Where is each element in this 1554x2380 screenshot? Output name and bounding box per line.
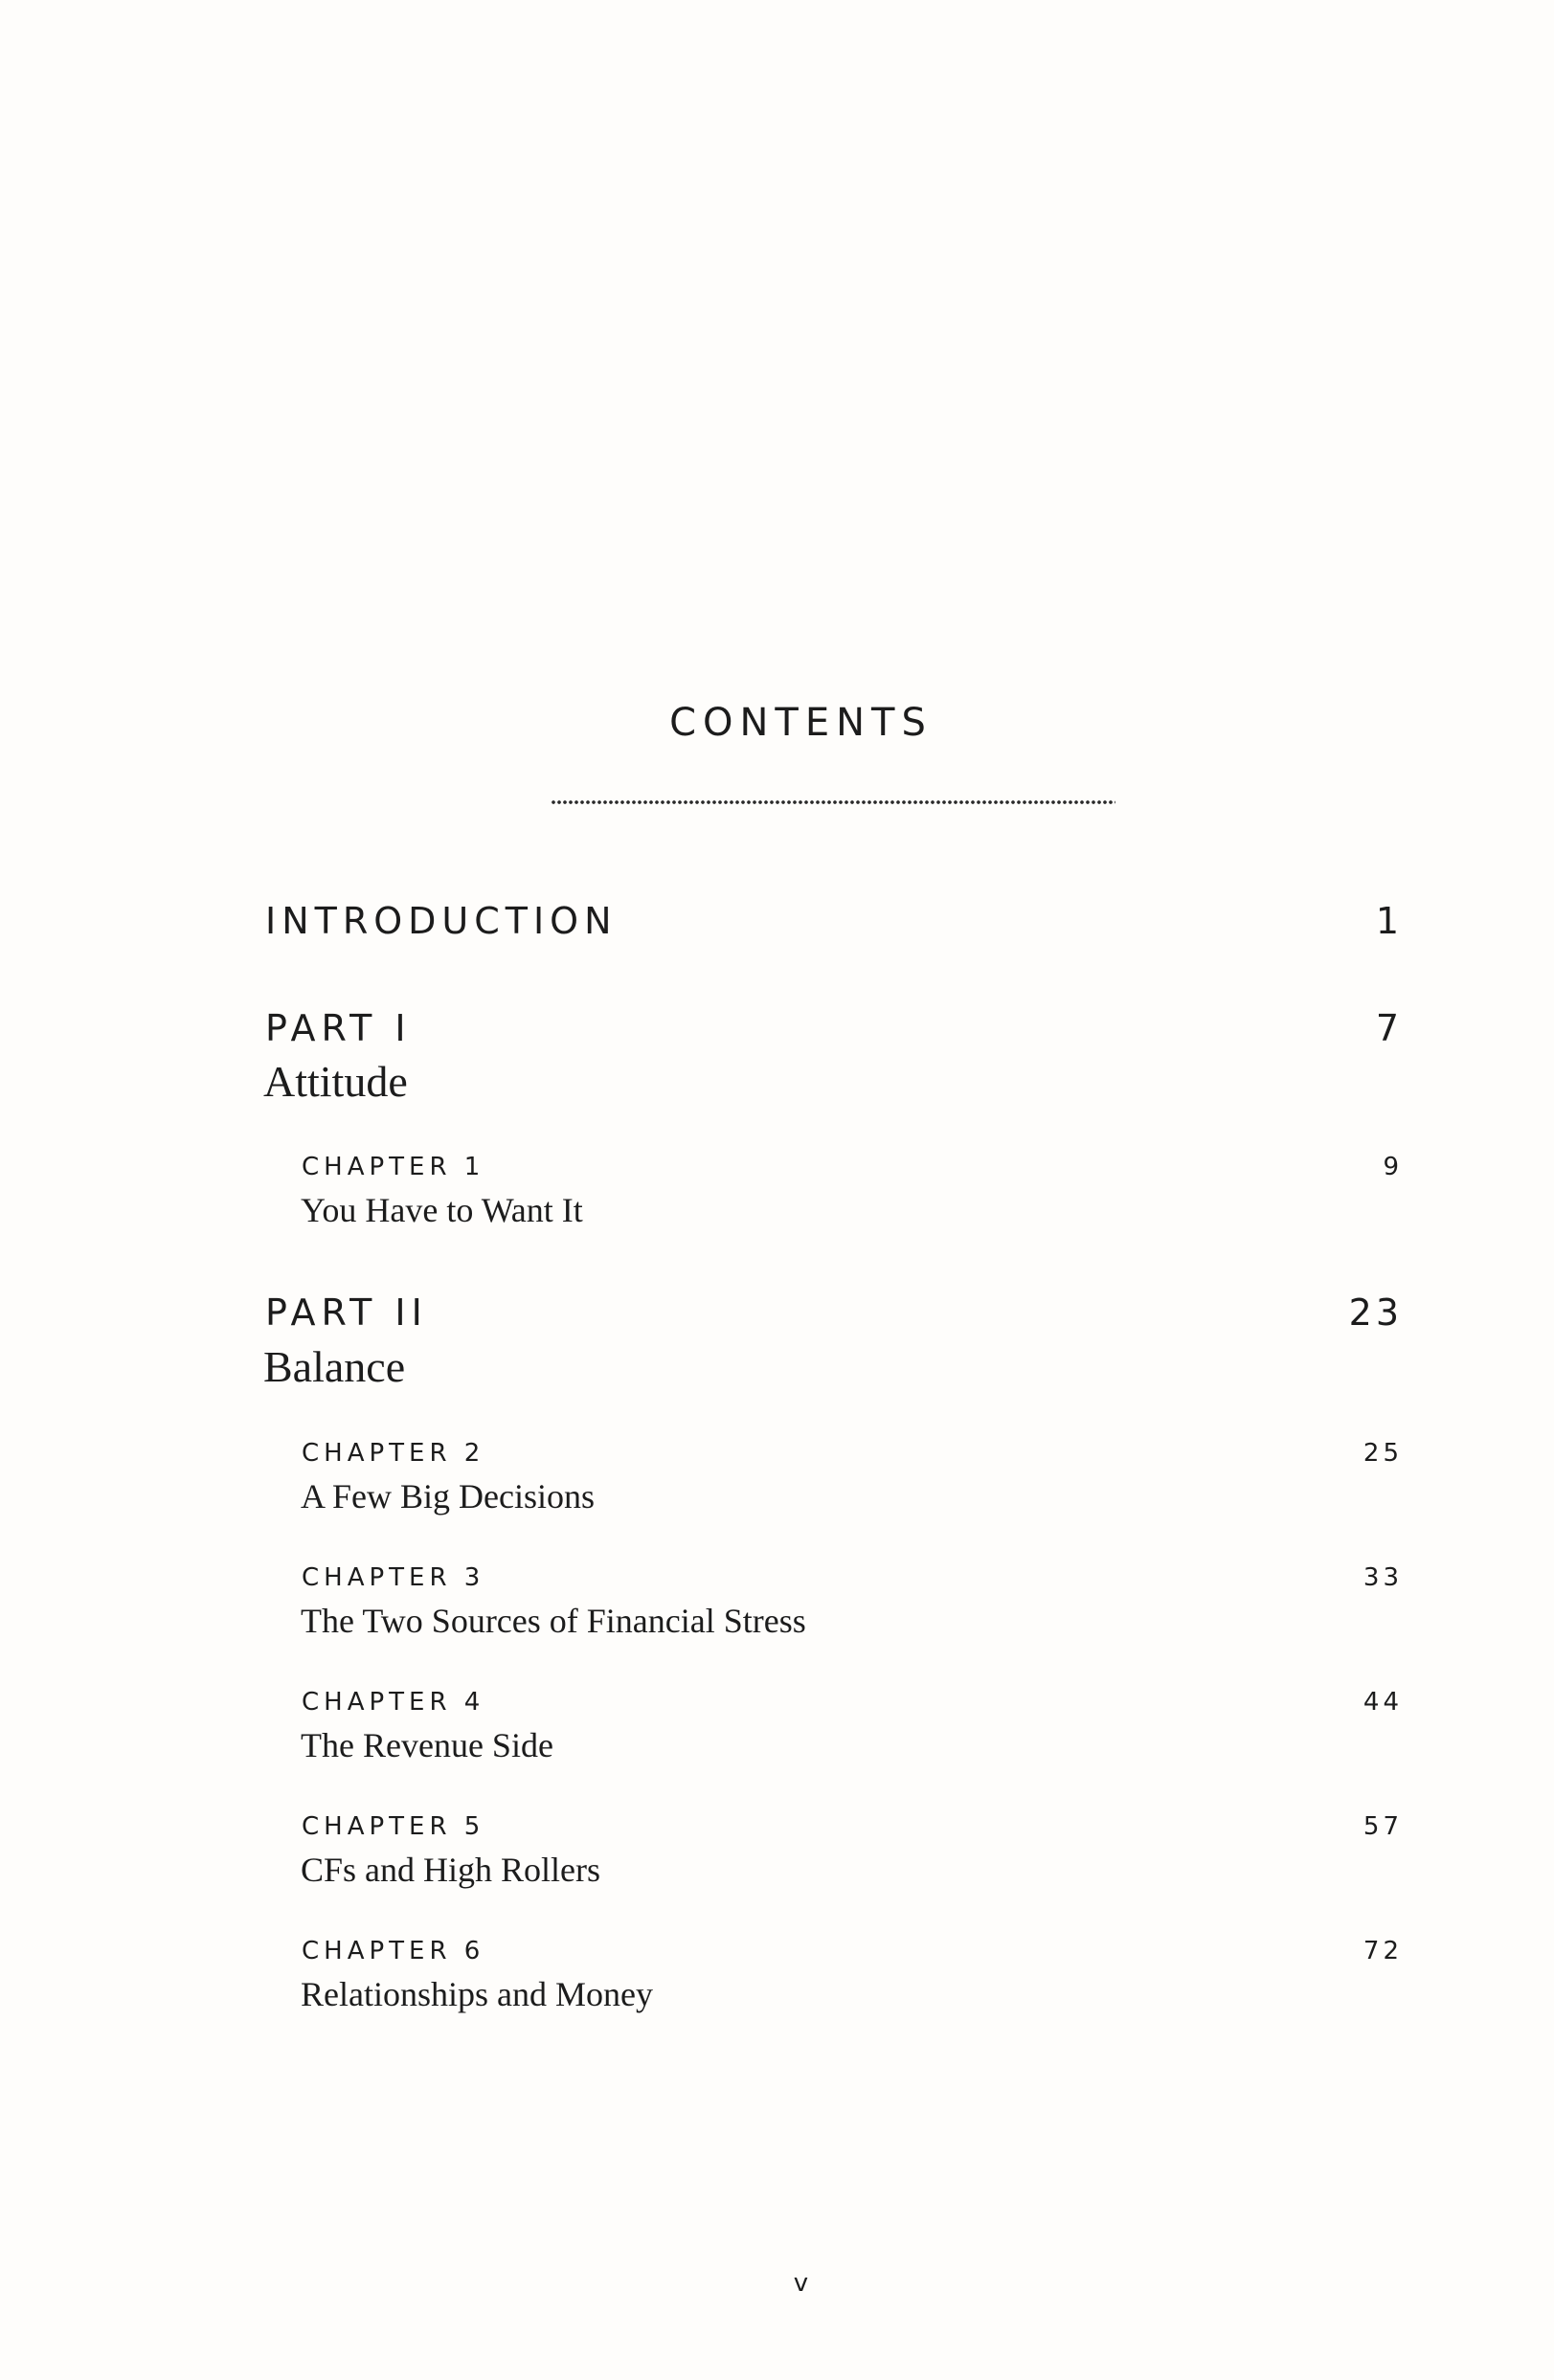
part-1-title: Attitude: [263, 1057, 408, 1106]
chapter-2-title: A Few Big Decisions: [301, 1477, 596, 1516]
contents-heading: CONTENTS: [669, 701, 933, 745]
chapter-1-label: CHAPTER 1: [302, 1153, 485, 1181]
chapter-4-label: CHAPTER 4: [302, 1688, 485, 1717]
part-2-page-number: 23: [1348, 1291, 1403, 1334]
chapter-5-title: CFs and High Rollers: [301, 1851, 601, 1889]
chapter-6-label: CHAPTER 6: [302, 1937, 485, 1965]
part-2-title: Balance: [263, 1342, 406, 1391]
chapter-5-label: CHAPTER 5: [302, 1812, 485, 1841]
introduction-label: INTRODUCTION: [265, 900, 618, 942]
part-2-label: PART II: [265, 1291, 428, 1334]
chapter-4-page-number: 44: [1363, 1688, 1403, 1717]
chapter-2-label: CHAPTER 2: [302, 1439, 485, 1468]
chapter-3-label: CHAPTER 3: [302, 1563, 485, 1592]
introduction-page-number: 1: [1375, 900, 1403, 942]
chapter-1-page-number: 9: [1383, 1153, 1403, 1181]
chapter-6-title: Relationships and Money: [301, 1975, 653, 2013]
chapter-1-title: You Have to Want It: [301, 1191, 583, 1229]
chapter-6-page-number: 72: [1363, 1937, 1403, 1965]
chapter-3-title: The Two Sources of Financial Stress: [301, 1602, 806, 1640]
part-1-page-number: 7: [1375, 1007, 1403, 1049]
chapter-5-page-number: 57: [1363, 1812, 1403, 1841]
dotted-rule-ornament: [551, 799, 1115, 805]
part-1-label: PART I: [265, 1007, 412, 1049]
chapter-2-page-number: 25: [1363, 1439, 1403, 1468]
page-folio: v: [793, 2269, 809, 2298]
chapter-4-title: The Revenue Side: [301, 1726, 553, 1764]
chapter-3-page-number: 33: [1363, 1563, 1403, 1592]
